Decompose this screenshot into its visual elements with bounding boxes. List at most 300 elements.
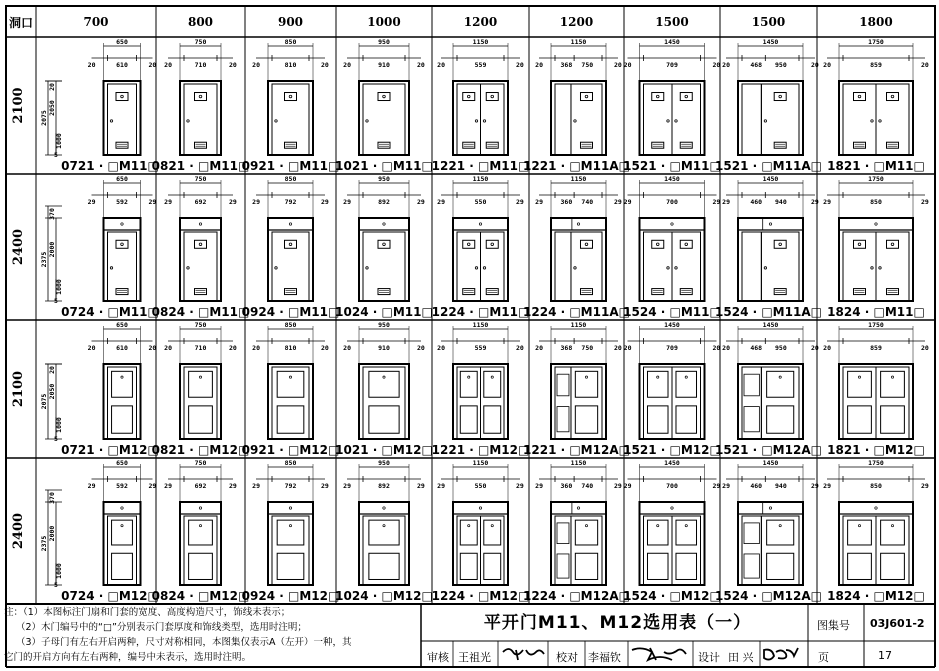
dimension-side-right: 20	[811, 61, 819, 69]
vertical-dim-bottom: 5	[54, 435, 58, 443]
door-handle	[675, 120, 677, 122]
door-code: 1524 · □M11□	[623, 305, 721, 319]
dimension-side-right: 29	[148, 198, 157, 206]
dimension-overall: 1750	[868, 459, 884, 467]
door-handle	[366, 267, 368, 269]
dimension-overall: 1150	[472, 459, 489, 467]
reviewer-name: 王祖光	[458, 651, 491, 664]
lower-panel	[848, 553, 872, 579]
lower-panel	[484, 553, 501, 579]
dimension-overall: 650	[116, 38, 128, 46]
dimension-side-left: 29	[437, 482, 445, 490]
row-height-label: 2100	[11, 370, 26, 408]
door-handle	[110, 267, 112, 269]
dimension-leaf: 550	[474, 482, 487, 490]
door-frame	[180, 364, 221, 439]
door-code: 1521 · □M11A□	[715, 159, 822, 173]
vision-panel	[486, 93, 498, 101]
door-viewer	[199, 376, 201, 378]
door-code: 0921 · □M11□	[241, 159, 340, 173]
door-viewer	[858, 95, 861, 98]
door-viewer	[779, 376, 781, 378]
upper-panel	[189, 371, 213, 397]
dimension-overall: 1150	[570, 459, 587, 467]
dimension-leaf: 692	[194, 482, 207, 490]
door-code: 0821 · □M11□	[151, 159, 250, 173]
dimension-side-left: 20	[823, 61, 831, 69]
dimension-large-leaf: 740	[581, 198, 594, 206]
door-handle	[667, 120, 669, 122]
door-code: 1824 · □M12□	[827, 589, 925, 603]
vision-panel	[285, 240, 297, 248]
vertical-dim-total: 2075	[40, 393, 48, 410]
side-leaf	[555, 232, 571, 301]
design-label: 设计	[698, 651, 720, 664]
upper-panel	[676, 520, 697, 545]
dimension-overall: 1450	[762, 321, 779, 329]
dimension-overall: 1150	[472, 321, 489, 329]
door-viewer	[891, 376, 893, 378]
door-elevation	[823, 459, 929, 603]
dimension-side-right: 29	[516, 198, 524, 206]
dimension-leaf: 700	[666, 198, 678, 206]
transom-mark	[383, 223, 385, 225]
atlas-number: 03J601-2	[870, 617, 925, 630]
dimension-leaf: 559	[474, 61, 487, 69]
door-viewer	[585, 525, 587, 527]
dimension-side-left: 20	[722, 61, 730, 69]
door-code: 1524 · □M12□	[623, 589, 721, 603]
door-handle	[667, 267, 669, 269]
upper-panel	[112, 371, 133, 397]
transom-mark	[769, 507, 771, 509]
dimension-large-leaf: 750	[581, 61, 594, 69]
vent-grille	[580, 142, 592, 148]
header-corner: 洞口	[8, 16, 34, 30]
door-code: 1024 · □M11□	[335, 305, 433, 319]
door-elevation	[623, 38, 721, 173]
upper-panel	[277, 371, 304, 397]
vertical-dim-bottom: 5	[54, 297, 58, 305]
door-handle	[574, 267, 576, 269]
lower-panel	[575, 406, 597, 433]
dimension-overall: 1450	[762, 175, 779, 183]
dimension-leaf: 610	[116, 61, 128, 69]
dimension-side-right: 20	[321, 344, 329, 352]
dimension-overall: 850	[284, 321, 297, 329]
door-viewer	[289, 95, 292, 98]
door-viewer	[383, 525, 385, 527]
upper-panel	[369, 371, 399, 397]
door-viewer	[467, 243, 470, 246]
vertical-dim-leaf: 2050	[48, 383, 56, 400]
dimension-overall: 1150	[570, 321, 587, 329]
vent-grille	[652, 142, 664, 148]
vision-panel	[887, 240, 899, 248]
upper-panel	[744, 374, 759, 396]
door-elevation	[61, 321, 159, 457]
dimension-side-right: 29	[614, 482, 622, 490]
vision-panel	[854, 93, 866, 101]
upper-panel	[484, 371, 501, 397]
vertical-dim-handle: 1000	[55, 279, 63, 295]
door-elevation	[523, 38, 630, 173]
dimension-side-right: 29	[811, 198, 819, 206]
transom-mark	[121, 507, 123, 509]
door-elevation	[335, 38, 433, 173]
dimension-overall: 1750	[868, 175, 884, 183]
dimension-small-leaf: 460	[750, 198, 763, 206]
dimension-leaf: 850	[870, 482, 882, 490]
dimension-side-left: 20	[164, 61, 172, 69]
vision-panel	[580, 93, 592, 101]
dimension-large-leaf: 750	[581, 344, 594, 352]
door-code: 1521 · □M12□	[623, 443, 721, 457]
column-width-label: 700	[83, 15, 109, 29]
dimension-side-left: 29	[623, 482, 632, 490]
door-elevation	[712, 459, 822, 603]
door-handle	[764, 267, 766, 269]
side-leaf	[742, 367, 761, 439]
door-frame	[551, 81, 606, 155]
door-handle	[475, 267, 477, 269]
door-code: 0821 · □M12□	[151, 443, 250, 457]
door-code: 0724 · □M12□	[61, 589, 159, 603]
transom-mark	[289, 223, 291, 225]
vision-panel	[680, 240, 692, 248]
lower-panel	[647, 406, 668, 433]
dimension-overall: 650	[116, 321, 128, 329]
door-code: 0924 · □M11□	[241, 305, 340, 319]
dimension-overall: 1450	[664, 175, 680, 183]
dimension-leaf: 850	[870, 198, 882, 206]
sheet-title: 平开门M11、M12选用表（一）	[483, 613, 752, 633]
dimension-side-right: 29	[921, 482, 929, 490]
dimension-overall: 1450	[664, 321, 680, 329]
dimension-leaf: 859	[870, 61, 882, 69]
upper-panel	[848, 520, 872, 545]
vision-panel	[680, 93, 692, 101]
door-handle	[483, 267, 485, 269]
vent-grille	[680, 289, 692, 295]
dimension-side-right: 20	[921, 344, 929, 352]
door-viewer	[779, 243, 782, 246]
vision-panel	[774, 93, 786, 101]
door-elevation	[432, 321, 530, 457]
dimension-side-right: 20	[417, 61, 425, 69]
door-code: 1224 · □M11A□	[523, 305, 630, 319]
dimension-overall: 1150	[570, 38, 587, 46]
upper-panel	[484, 520, 501, 545]
column-width-label: 1000	[367, 15, 401, 29]
dimension-side-right: 29	[229, 198, 237, 206]
upper-panel	[848, 371, 872, 397]
transom-mark	[121, 223, 123, 225]
dimension-leaf: 592	[116, 198, 128, 206]
dimension-side-left: 20	[623, 61, 632, 69]
dimension-side-left: 29	[87, 198, 96, 206]
lower-panel	[848, 406, 872, 433]
door-handle	[764, 120, 766, 122]
door-elevation	[152, 175, 250, 319]
dimension-side-left: 29	[535, 198, 543, 206]
side-leaf	[742, 516, 761, 585]
vent-grille	[195, 289, 207, 295]
door-elevation	[823, 175, 929, 319]
dimension-side-left: 20	[535, 61, 543, 69]
door-viewer	[779, 525, 781, 527]
door-handle	[675, 267, 677, 269]
transom-mark	[479, 507, 481, 509]
door-elevation	[61, 459, 159, 603]
dimension-side-left: 29	[343, 198, 351, 206]
vision-panel	[463, 93, 475, 101]
vent-grille	[195, 142, 207, 148]
vision-panel	[378, 93, 390, 101]
vertical-dim-leaf: 2050	[48, 100, 56, 116]
dimension-side-left: 20	[437, 61, 445, 69]
upper-panel	[575, 371, 597, 397]
designer-signature	[764, 648, 798, 660]
dimension-overall: 950	[378, 175, 390, 183]
door-viewer	[199, 243, 202, 246]
vision-panel	[195, 240, 207, 248]
upper-panel	[881, 371, 905, 397]
door-handle	[275, 267, 277, 269]
dimension-side-left: 20	[722, 344, 730, 352]
lower-panel	[189, 553, 213, 579]
door-handle	[110, 120, 112, 122]
vent-grille	[378, 142, 390, 148]
door-handle	[574, 120, 576, 122]
upper-panel	[557, 523, 569, 544]
door-viewer	[121, 95, 124, 98]
transom-mark	[671, 223, 673, 225]
dimension-overall: 750	[194, 38, 207, 46]
dimension-side-left: 29	[343, 482, 351, 490]
door-viewer	[289, 243, 292, 246]
door-elevation	[242, 175, 340, 319]
transom-mark	[199, 507, 201, 509]
vent-grille	[854, 142, 866, 148]
vent-grille	[116, 142, 128, 148]
dimension-side-right: 20	[614, 344, 622, 352]
door-elevation	[61, 175, 159, 319]
dimension-overall: 1150	[472, 38, 489, 46]
atlas-label: 图集号	[817, 619, 850, 632]
door-viewer	[491, 243, 494, 246]
dimension-large-leaf: 950	[775, 61, 787, 69]
dimension-side-right: 20	[712, 344, 721, 352]
door-viewer	[121, 376, 123, 378]
lower-panel	[881, 553, 905, 579]
vertical-dim-top: 370	[48, 208, 56, 220]
door-viewer	[491, 376, 493, 378]
dimension-side-left: 29	[252, 198, 260, 206]
door-frame	[738, 81, 803, 155]
dimension-overall: 750	[194, 175, 207, 183]
dimension-side-right: 20	[321, 61, 329, 69]
dimension-side-right: 20	[712, 61, 721, 69]
upper-panel	[647, 371, 668, 397]
door-handle	[871, 120, 873, 122]
dimension-side-right: 20	[516, 344, 524, 352]
row-height-label: 2400	[11, 228, 26, 266]
designer-name: 田 兴	[728, 651, 754, 664]
transom-mark	[671, 507, 673, 509]
lower-panel	[369, 553, 399, 579]
door-code: 0824 · □M12□	[151, 589, 250, 603]
door-elevation	[523, 459, 630, 603]
door-code: 0724 · □M11□	[61, 305, 159, 319]
dimension-side-right: 29	[712, 198, 721, 206]
vent-grille	[680, 142, 692, 148]
dimension-overall: 1150	[472, 175, 489, 183]
door-code: 1024 · □M12□	[335, 589, 433, 603]
door-code: 1221 · □M12□	[431, 443, 530, 457]
dimension-side-left: 20	[252, 344, 260, 352]
door-elevation	[152, 38, 250, 173]
vertical-dim-top: 20	[48, 83, 56, 91]
dimension-leaf: 810	[284, 344, 297, 352]
door-viewer	[491, 525, 493, 527]
dimension-leaf: 859	[870, 344, 882, 352]
dimension-side-right: 29	[321, 198, 329, 206]
door-code: 1521 · □M11□	[623, 159, 721, 173]
door-viewer	[779, 95, 782, 98]
door-viewer	[383, 95, 386, 98]
dimension-side-left: 20	[343, 61, 351, 69]
door-viewer	[199, 95, 202, 98]
dimension-leaf: 892	[378, 482, 390, 490]
dimension-side-left: 20	[823, 344, 831, 352]
note-line: （2）木门编号中的“□”分别表示门套厚度和饰线类型，选用时注明；	[16, 622, 307, 633]
door-elevation	[432, 459, 530, 603]
dimension-side-left: 20	[87, 61, 96, 69]
dimension-leaf: 810	[284, 61, 297, 69]
lower-panel	[744, 407, 759, 432]
door-viewer	[685, 95, 688, 98]
door-handle	[879, 120, 881, 122]
vent-grille	[486, 289, 498, 295]
dimension-side-right: 29	[516, 482, 524, 490]
dimension-overall: 950	[378, 459, 390, 467]
dimension-side-left: 29	[252, 482, 260, 490]
dimension-side-right: 29	[811, 482, 819, 490]
door-handle	[275, 120, 277, 122]
dimension-side-left: 29	[87, 482, 96, 490]
lower-panel	[277, 553, 304, 579]
door-code: 0721 · □M12□	[61, 443, 159, 457]
door-code: 0924 · □M12□	[241, 589, 340, 603]
dimension-side-right: 20	[229, 61, 237, 69]
dimension-large-leaf: 950	[775, 344, 787, 352]
vertical-dim-bottom: 5	[54, 581, 58, 589]
column-width-label: 1200	[559, 15, 594, 29]
door-elevation	[623, 321, 721, 457]
dimension-side-left: 20	[535, 344, 543, 352]
door-viewer	[858, 243, 861, 246]
review-label: 审核	[427, 651, 449, 664]
door-code: 1224 · □M12□	[431, 589, 530, 603]
column-width-label: 800	[187, 15, 214, 29]
door-elevation	[335, 321, 433, 457]
door-handle	[483, 120, 485, 122]
dimension-large-leaf: 940	[775, 198, 787, 206]
upper-panel	[767, 371, 794, 397]
dimension-leaf: 550	[474, 198, 487, 206]
dimension-side-left: 29	[437, 198, 445, 206]
lower-panel	[557, 407, 569, 432]
dimension-side-right: 29	[614, 198, 622, 206]
dimension-overall: 1450	[664, 459, 680, 467]
lower-panel	[460, 406, 477, 433]
dimension-small-leaf: 360	[560, 482, 573, 490]
transom-mark	[383, 507, 385, 509]
door-handle	[366, 120, 368, 122]
door-viewer	[858, 376, 860, 378]
door-elevation	[152, 321, 250, 457]
vision-panel	[285, 93, 297, 101]
dimension-overall: 1750	[868, 321, 884, 329]
lower-panel	[277, 406, 304, 433]
dimension-small-leaf: 468	[750, 61, 763, 69]
reviewer-signature	[503, 649, 544, 660]
dimension-overall: 750	[194, 459, 207, 467]
vertical-dim-total: 2375	[40, 535, 48, 552]
door-viewer	[491, 95, 494, 98]
dimension-overall: 650	[116, 459, 128, 467]
vertical-dim-leaf: 2000	[48, 241, 56, 258]
lower-panel	[676, 553, 697, 579]
dimension-overall: 1150	[570, 175, 587, 183]
door-code: 1821 · □M11□	[827, 159, 925, 173]
lower-panel	[484, 406, 501, 433]
door-code: 1521 · □M12A□	[715, 443, 822, 457]
door-code: 1021 · □M12□	[335, 443, 433, 457]
dimension-overall: 950	[378, 321, 390, 329]
dimension-leaf: 792	[284, 198, 297, 206]
door-viewer	[585, 243, 588, 246]
door-viewer	[858, 525, 860, 527]
lower-panel	[767, 406, 794, 433]
transom-mark	[289, 507, 291, 509]
vent-grille	[463, 142, 475, 148]
upper-panel	[647, 520, 668, 545]
lower-panel	[112, 553, 133, 579]
vertical-dim-handle: 1000	[55, 133, 63, 149]
vertical-dim-total: 2375	[40, 251, 48, 268]
vertical-dim-handle: 1000	[55, 563, 63, 579]
column-width-label: 1500	[655, 15, 689, 29]
door-viewer	[656, 243, 659, 246]
dimension-side-left: 29	[623, 198, 632, 206]
upper-panel	[881, 520, 905, 545]
door-viewer	[289, 376, 291, 378]
door-viewer	[585, 376, 587, 378]
dimension-leaf: 910	[378, 61, 390, 69]
transom-mark	[769, 223, 771, 225]
upper-panel	[676, 371, 697, 397]
door-viewer	[468, 525, 470, 527]
note-line: （3）子母门有左右开启两种，尺寸对称相同，本图集仅表示A（左开）一种，其	[16, 637, 352, 648]
dimension-large-leaf: 940	[775, 482, 787, 490]
dimension-leaf: 692	[194, 198, 207, 206]
column-width-label: 1800	[859, 15, 893, 29]
door-code: 1021 · □M11□	[335, 159, 433, 173]
vision-panel	[854, 240, 866, 248]
lower-panel	[647, 553, 668, 579]
